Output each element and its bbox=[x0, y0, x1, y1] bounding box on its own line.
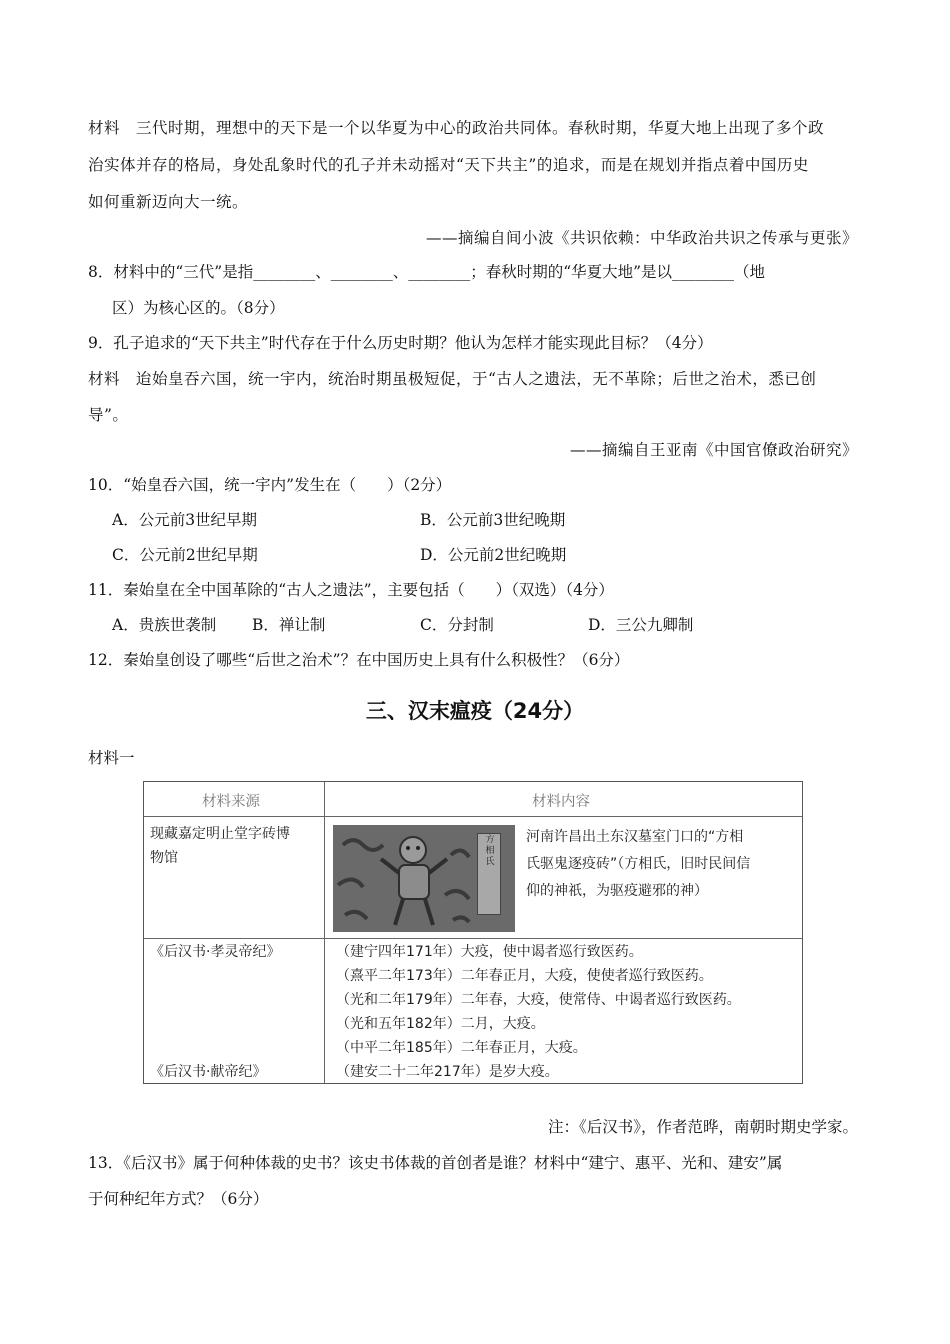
row2-source-1: 《后汉书·孝灵帝纪》 bbox=[150, 944, 281, 960]
question-12: 12．秦始皇创设了哪些“后世之治术”？在中国历史上具有什么积极性？（6分） bbox=[88, 651, 630, 669]
material-1-label: 材料一 bbox=[88, 749, 135, 767]
passage1-source: ——摘编自间小波《共识依赖：中华政治共识之传承与更张》 bbox=[425, 229, 858, 247]
passage1-line2: 治实体并存的格局，身处乱象时代的孔子并未动摇对“天下共主”的追求，而是在规划并指点着中国历史 bbox=[88, 156, 809, 174]
question-8-line1: 8．材料中的“三代”是指________、________、________；春秋时期的“华夏大地”是以________（地 bbox=[88, 263, 766, 281]
epidemic-record-6: （建安二十二年217年）是岁大疫。 bbox=[336, 1064, 559, 1080]
passage2-source: ——摘编自王亚南《中国官僚政治研究》 bbox=[569, 441, 858, 459]
table-note: 注：《后汉书》，作者范晔，南朝时期史学家。 bbox=[547, 1118, 858, 1136]
question-10-stem: 10．“始皇吞六国，统一宇内”发生在（ ）（2分） bbox=[88, 476, 452, 494]
brick-label-text: 方相氏 bbox=[485, 835, 495, 867]
table-header-source: 材料来源 bbox=[202, 794, 260, 810]
passage1-line3: 如何重新迈向大一统。 bbox=[88, 193, 249, 211]
row1-source-line1: 现藏嘉定明止堂字砖博 bbox=[150, 826, 290, 842]
table-row-divider bbox=[144, 938, 802, 939]
table-header-content: 材料内容 bbox=[532, 794, 590, 810]
passage2-line1: 材料 迨始皇吞六国，统一宇内，统治时期虽极短促，于“古人之遗法，无不革除；后世之治术，悉已创 bbox=[88, 370, 817, 388]
epidemic-record-3: （光和二年179年）二年春，大疫，使常侍、中谒者巡行致医药。 bbox=[336, 992, 741, 1008]
row1-source-line2: 物馆 bbox=[150, 850, 178, 866]
question-10-option-d: D．公元前2世纪晚期 bbox=[420, 546, 567, 564]
question-10-option-b: B．公元前3世纪晚期 bbox=[420, 511, 566, 529]
epidemic-record-4: （光和五年182年）二月，大疫。 bbox=[336, 1016, 545, 1032]
table-header-divider bbox=[144, 816, 802, 817]
table-column-divider bbox=[324, 782, 325, 1083]
row1-content-line1: 河南许昌出土东汉墓室门口的“方相 bbox=[526, 829, 744, 845]
question-8-line2: 区）为核心区的。（8分） bbox=[112, 299, 285, 317]
epidemic-record-2: （熹平二年173年）二年春正月，大疫，使使者巡行致医药。 bbox=[336, 968, 713, 984]
row1-content-line3: 仰的神祇，为驱疫避邪的神） bbox=[526, 883, 708, 899]
question-13-line1: 13．《后汉书》属于何种体裁的史书？该史书体裁的首创者是谁？材料中“建宁、惠平、光和、建安”属 bbox=[88, 1154, 783, 1172]
row1-content-line2: 氏驱鬼逐疫砖”（方相氏，旧时民间信 bbox=[526, 856, 751, 872]
exorcist-brick-image bbox=[333, 825, 515, 932]
question-11-stem: 11．秦始皇在全中国革除的“古人之遗法”，主要包括（ ）（双选）（4分） bbox=[88, 581, 614, 599]
question-13-line2: 于何种纪年方式？（6分） bbox=[88, 1190, 269, 1208]
epidemic-record-1: （建宁四年171年）大疫，使中谒者巡行致医药。 bbox=[336, 944, 643, 960]
row2-source-2: 《后汉书·献帝纪》 bbox=[150, 1064, 267, 1080]
question-10-option-c: C．公元前2世纪早期 bbox=[112, 546, 258, 564]
question-11-option-d: D．三公九卿制 bbox=[588, 616, 694, 634]
epidemic-record-5: （中平二年185年）二年春正月，大疫。 bbox=[336, 1040, 587, 1056]
question-11-option-b: B．禅让制 bbox=[252, 616, 326, 634]
question-11-option-a: A．贵族世袭制 bbox=[112, 616, 217, 634]
question-9: 9．孔子追求的“天下共主”时代存在于什么历史时期？他认为怎样才能实现此目标？（4分） bbox=[88, 334, 713, 352]
material-table bbox=[143, 781, 803, 1084]
question-11-option-c: C．分封制 bbox=[420, 616, 494, 634]
question-10-option-a: A．公元前3世纪早期 bbox=[112, 511, 258, 529]
passage1-line1: 材料 三代时期，理想中的天下是一个以华夏为中心的政治共同体。春秋时期，华夏大地上出现了多个政 bbox=[88, 119, 825, 137]
passage2-line2: 导”。 bbox=[88, 406, 129, 424]
section-title: 三、汉末瘟疫（24分） bbox=[365, 699, 585, 723]
